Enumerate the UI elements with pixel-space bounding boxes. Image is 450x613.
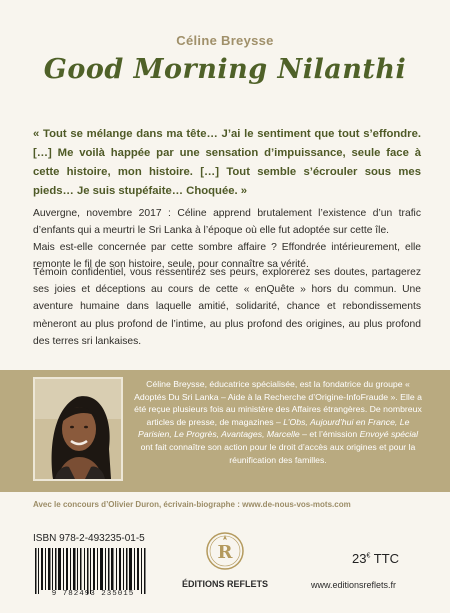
price-currency: € [366,552,371,560]
barcode-graphic [31,548,155,594]
price-amount: 23 [352,551,367,566]
bio-show: Envoyé spécial [359,429,419,440]
publisher-brand: REFLETS [227,579,269,589]
author-biography [132,378,424,466]
publisher-logo-letter: R [217,542,233,563]
author-photo [33,377,123,481]
bio-part-1: Céline Breysse, éducatrice spécialisée, est la fondatrice du groupe « Adoptés Du Sri Lanka – Aide à la Recherche d’Origine-InfoFraude ». Elle a été reçue plusieurs fois au ministère des Affaires étrangères. De nombreux articles de presse, de magazines – [134,379,422,427]
excerpt-quote: « Tout se mélange dans ma tête… J’ai le sentiment que tout s’effondre. […] Me voilà happée par une sensation d’impuissance, seule face à cette histoire, mon histoire. […] Tout semble s’écrouler sous mes pieds… Je suis stupéfaite… Choquée. » [33,128,421,197]
price [352,551,399,566]
summary-paragraph-2: Mais est-elle concernée par cette sombre affaire ? Effondrée intérieurement, elle remonte le fil de son histoire, seule, pour connaître sa vérité. [33,242,421,270]
publisher-prefix: ÉDITIONS [181,579,225,589]
bio-part-3: ont fait connaître son action pour le droit d’accès aux origines et pour la réunification des familles. [140,441,416,465]
pitch-paragraph: Témoin confidentiel, vous ressentirez ses peurs, explorerez ses doutes, partagerez ses joies et déceptions au cours de cette « enQuête » hors du commun. Une aventure humaine dans laquelle amitié, solidarité, chance et rebondissements mèneront au plus profond de l’intime, au plus profond des origines, au plus profond des terres sri lankaises. [33,267,421,347]
publisher-name [175,579,275,589]
bio-magazines: L’Obs, Aujourd’hui en France, Le Parisien, Le Progrès, Avantages, Marcelle [137,416,410,440]
isbn-label: ISBN 978-2-493235-01-5 [33,533,145,544]
publisher-logo-icon [205,531,245,571]
credit-line: Avec le concours d’Olivier Duron, écrivain-biographe : www.de-nous-vos-mots.com [33,500,351,509]
price-suffix: TTC [370,551,400,566]
barcode-number: 9 782493 235015 [51,590,135,598]
book-title: Good Morning Nilanthi [43,54,407,85]
summary-text [33,205,421,273]
publisher-website: www.editionsreflets.fr [311,580,397,590]
summary-paragraph-1: Auvergne, novembre 2017 : Céline apprend brutalement l’existence d’un trafic d’enfants qui a meurtri le Sri Lanka à l’époque où elle fut adoptée sur cette île. [33,208,421,236]
bio-part-2: – et l’émission [299,429,360,440]
author-name: Céline Breysse [176,33,274,48]
